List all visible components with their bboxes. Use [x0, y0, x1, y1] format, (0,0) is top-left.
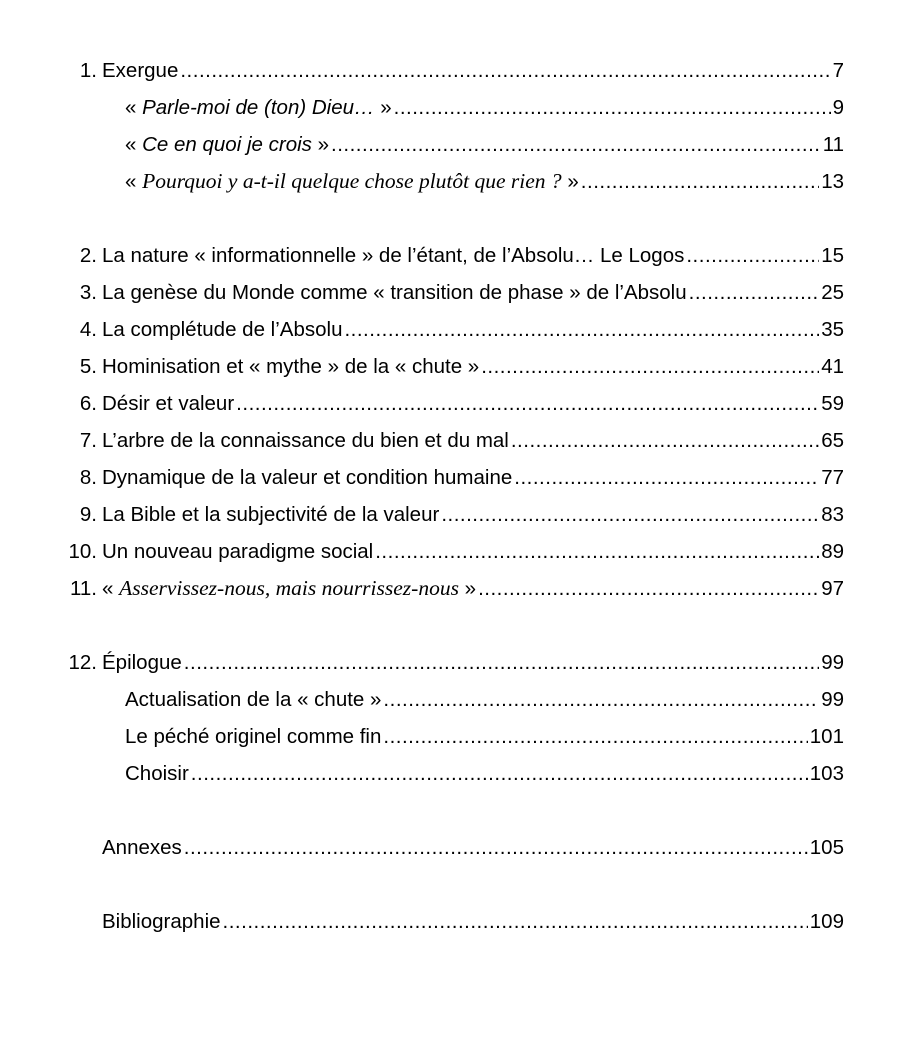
- toc-entry-title-part: Pourquoi y a-t-il quelque chose plutôt que rien ?: [142, 169, 562, 193]
- toc-entry-title: [102, 422, 509, 459]
- toc-entry-number: 5.: [79, 355, 97, 378]
- toc-entry-title-part: Asservissez-nous, mais nourrissez-nous: [119, 576, 459, 600]
- dot-leader: [394, 89, 831, 126]
- toc-entry-line: [125, 126, 844, 163]
- toc-entry[interactable]: [0, 163, 905, 200]
- toc-entry-title-part: Ce en quoi je crois: [142, 133, 312, 156]
- dot-leader: [689, 274, 820, 311]
- toc-entry-number: 11.: [70, 577, 97, 600]
- toc-entry-title-part: Actualisation de la « chute »: [125, 688, 382, 711]
- toc-entry-line: [125, 718, 844, 755]
- toc-entry-line: [102, 496, 844, 533]
- toc-entry-page-number: 99: [821, 651, 844, 674]
- dot-leader: [236, 385, 819, 422]
- dot-leader: [180, 52, 830, 89]
- toc-entry[interactable]: [0, 459, 905, 496]
- toc-entry-line: [125, 755, 844, 792]
- toc-entry-page-number: 99: [821, 688, 844, 711]
- dot-leader: [223, 903, 808, 940]
- toc-entry[interactable]: [0, 644, 905, 681]
- dot-leader: [511, 422, 819, 459]
- toc-entry-line: [102, 903, 844, 940]
- toc-entry-page-number: 59: [821, 392, 844, 415]
- dot-leader: [383, 681, 819, 718]
- toc-entry-title: [102, 903, 221, 940]
- toc-entry[interactable]: [0, 829, 905, 866]
- toc-entry-line: [125, 163, 844, 200]
- toc-entry-page-number: 25: [821, 281, 844, 304]
- toc-entry-title-part: «: [125, 133, 143, 156]
- dot-leader: [191, 755, 808, 792]
- toc-entry-page-number: 65: [821, 429, 844, 452]
- toc-entry-title: [102, 570, 476, 607]
- toc-entry[interactable]: [0, 311, 905, 348]
- toc-entry[interactable]: [0, 755, 905, 792]
- toc-entry[interactable]: [0, 570, 905, 607]
- toc-entry-line: [102, 570, 844, 607]
- toc-entry-page-number: 7: [832, 59, 844, 82]
- toc-entry-number: 9.: [79, 503, 97, 526]
- toc-entry-title: [125, 163, 579, 200]
- toc-entry-title: [125, 718, 381, 755]
- toc-entry-number: 3.: [79, 281, 97, 304]
- table-of-contents: [0, 52, 905, 940]
- dot-leader: [478, 570, 819, 607]
- toc-entry-title-part: Désir et valeur: [102, 392, 235, 415]
- toc-entry[interactable]: [0, 681, 905, 718]
- toc-entry-title-part: »: [374, 96, 392, 119]
- toc-entry[interactable]: [0, 52, 905, 89]
- toc-entry-line: [102, 459, 844, 496]
- toc-entry-title: [125, 755, 189, 792]
- toc-entry-title-part: La complétude de l’Absolu: [102, 318, 343, 341]
- toc-entry-title-part: La Bible et la subjectivité de la valeur: [102, 503, 440, 526]
- toc-entry-page-number: 103: [809, 762, 844, 785]
- toc-entry-title-part: «: [125, 96, 143, 119]
- toc-entry-title-part: «: [125, 170, 143, 193]
- toc-entry-line: [102, 274, 844, 311]
- dot-leader: [375, 533, 819, 570]
- toc-entry[interactable]: [0, 274, 905, 311]
- toc-entry-line: [125, 89, 844, 126]
- toc-entry-line: [102, 644, 844, 681]
- toc-entry[interactable]: [0, 385, 905, 422]
- toc-entry-title: [125, 89, 392, 126]
- toc-entry-number: 12.: [68, 651, 97, 674]
- toc-entry-number: 10.: [68, 540, 97, 563]
- dot-leader: [331, 126, 821, 163]
- toc-entry-page-number: 35: [821, 318, 844, 341]
- toc-entry[interactable]: [0, 89, 905, 126]
- toc-entry-title: [102, 496, 439, 533]
- toc-entry-title-part: Parle-moi de (ton) Dieu…: [142, 96, 375, 119]
- toc-entry-title-part: La genèse du Monde comme « transition de phase » de l’Absolu: [102, 281, 687, 304]
- toc-entry-title: [102, 459, 512, 496]
- dot-leader: [441, 496, 819, 533]
- toc-entry-title-part: Épilogue: [102, 651, 182, 674]
- toc-entry-number: 1.: [79, 59, 97, 82]
- toc-entry[interactable]: [0, 348, 905, 385]
- toc-entry-title-part: Exergue: [102, 59, 179, 82]
- toc-entry-number: 6.: [79, 392, 97, 415]
- toc-entry-title-part: Annexes: [102, 836, 182, 859]
- toc-entry-title-part: Dynamique de la valeur et condition humaine: [102, 466, 513, 489]
- toc-entry-page-number: 97: [821, 577, 844, 600]
- toc-entry-title-part: La nature « informationnelle » de l’étant, de l’Absolu… Le Logos: [102, 244, 685, 267]
- toc-entry[interactable]: [0, 422, 905, 459]
- toc-entry[interactable]: [0, 237, 905, 274]
- toc-entry-title: [102, 385, 234, 422]
- toc-entry-page-number: 15: [821, 244, 844, 267]
- dot-leader: [481, 348, 819, 385]
- toc-entry-page-number: 13: [821, 170, 844, 193]
- toc-entry-title: [102, 829, 182, 866]
- toc-entry-number: 4.: [79, 318, 97, 341]
- toc-entry-title-part: Hominisation et « mythe » de la « chute »: [102, 355, 480, 378]
- toc-entry[interactable]: [0, 533, 905, 570]
- toc-entry-line: [125, 681, 844, 718]
- toc-entry-page-number: 77: [821, 466, 844, 489]
- toc-entry-title-part: Un nouveau paradigme social: [102, 540, 374, 563]
- toc-entry-page-number: 9: [832, 96, 844, 119]
- toc-entry-line: [102, 829, 844, 866]
- dot-leader: [184, 644, 819, 681]
- dot-leader: [514, 459, 819, 496]
- toc-entry-title-part: Choisir: [125, 762, 189, 785]
- toc-entry-line: [102, 237, 844, 274]
- dot-leader: [581, 163, 819, 200]
- toc-entry-title-part: Le péché originel comme fin: [125, 725, 382, 748]
- toc-spacer: [0, 866, 905, 903]
- toc-entry-page-number: 101: [809, 725, 844, 748]
- toc-entry-line: [102, 533, 844, 570]
- toc-entry-title: [102, 533, 373, 570]
- toc-entry-title-part: Bibliographie: [102, 910, 221, 933]
- dot-leader: [184, 829, 808, 866]
- toc-spacer: [0, 200, 905, 237]
- toc-entry-line: [102, 52, 844, 89]
- toc-entry-title: [102, 237, 684, 274]
- toc-entry-title-part: »: [561, 170, 579, 193]
- toc-entry-line: [102, 311, 844, 348]
- toc-entry-title: [102, 52, 178, 89]
- toc-entry-title: [102, 348, 479, 385]
- toc-entry[interactable]: [0, 126, 905, 163]
- toc-entry-page-number: 89: [821, 540, 844, 563]
- toc-entry-line: [102, 385, 844, 422]
- toc-entry-number: 7.: [79, 429, 97, 452]
- toc-entry[interactable]: [0, 496, 905, 533]
- toc-entry-line: [102, 422, 844, 459]
- toc-entry-page-number: 41: [821, 355, 844, 378]
- toc-entry-number: 2.: [79, 244, 97, 267]
- toc-entry-title-part: »: [311, 133, 330, 156]
- toc-entry-title-part: L’arbre de la connaissance du bien et du mal: [102, 429, 509, 452]
- toc-entry-page-number: 109: [809, 910, 844, 933]
- toc-entry-title: [125, 681, 381, 718]
- toc-entry-line: [102, 348, 844, 385]
- dot-leader: [686, 237, 819, 274]
- toc-entry-title-part: »: [458, 577, 477, 600]
- toc-entry-number: 8.: [79, 466, 97, 489]
- toc-entry-title-part: «: [102, 577, 120, 600]
- dot-leader: [383, 718, 807, 755]
- toc-spacer: [0, 607, 905, 644]
- toc-entry-page-number: 105: [809, 836, 844, 859]
- toc-entry-title: [102, 644, 182, 681]
- toc-entry-title: [102, 311, 342, 348]
- toc-entry-page-number: 11: [822, 133, 844, 156]
- toc-entry[interactable]: [0, 718, 905, 755]
- toc-entry-title: [102, 274, 687, 311]
- toc-entry-page-number: 83: [821, 503, 844, 526]
- toc-entry-title: [125, 126, 329, 163]
- toc-spacer: [0, 792, 905, 829]
- toc-entry[interactable]: [0, 903, 905, 940]
- dot-leader: [344, 311, 819, 348]
